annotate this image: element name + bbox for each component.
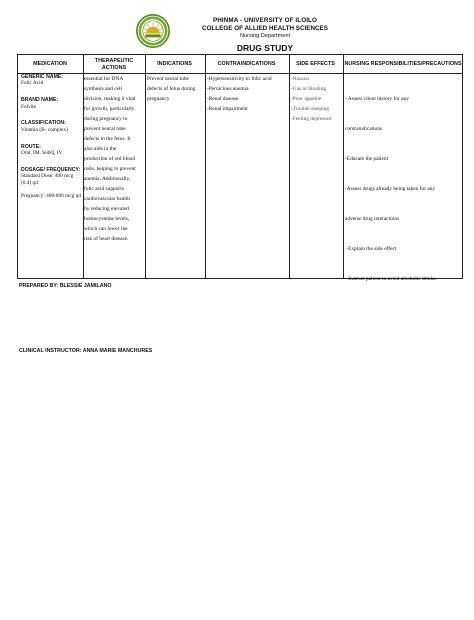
- brand-name-value: Folvite: [21, 103, 37, 110]
- nursing-responsibilities-cell: [345, 74, 461, 294]
- indications-cell: [147, 74, 204, 104]
- column-divider: [289, 55, 290, 278]
- list-item: -Instruct patient to avoid alcoholic drinks.: [345, 276, 437, 282]
- list-item: -Assess drugs already being taken for any: [345, 186, 436, 192]
- list-item: essential for DNA: [84, 76, 124, 82]
- prepared-by: PREPARED BY: BLESSIE JAMILANO: [19, 283, 112, 289]
- list-item: during pregnancy to: [84, 116, 128, 122]
- list-item: defects of fetus during: [147, 86, 196, 92]
- department-name: Nursing Department: [239, 33, 291, 39]
- medication-cell: [21, 74, 81, 200]
- list-item: anemia. Additionally,: [84, 176, 131, 182]
- list-item: homocysteine levels,: [84, 216, 130, 222]
- list-item: division, making it vital: [84, 96, 136, 102]
- contraindications-cell: [207, 74, 288, 114]
- list-item: -Pernicious anemia: [207, 86, 249, 92]
- university-name: PHINMA - UNIVERSITY OF ILOILO: [212, 17, 317, 24]
- pregnancy-dose-value: Pregnancy: 400-800 mcg qd: [21, 192, 81, 199]
- list-item: also aids in the: [84, 146, 117, 152]
- list-item: -Feeling depressed: [291, 116, 332, 122]
- column-divider: [205, 55, 206, 278]
- list-item: -Renal impairment: [207, 106, 248, 112]
- list-item: cardiovascular health: [84, 196, 130, 202]
- list-item: -Nausea: [291, 76, 309, 82]
- document-title: DRUG STUDY: [236, 43, 294, 53]
- list-item: cells, helping to prevent: [84, 166, 136, 172]
- list-item: -Renal disease: [207, 96, 239, 102]
- header-contraindications: CONTRAINDICATIONS: [217, 61, 276, 68]
- brand-name-label: BRAND NAME:: [21, 97, 59, 104]
- list-item: -Trouble sleeping: [291, 106, 329, 112]
- header-side-effects: SIDE EFFECTS: [296, 61, 335, 68]
- header-indications: INDICATIONS: [157, 61, 192, 68]
- list-item: adverse drug interactions: [345, 216, 400, 222]
- list-item: defects in the fetus. It: [84, 136, 131, 142]
- clinical-instructor: CLINICAL INSTRUCTOR: ANNA MARIE MANCHURES: [19, 348, 153, 354]
- therapeutic-actions-cell: [84, 74, 144, 244]
- list-item: prevent neural tube: [84, 126, 126, 132]
- list-item: -Hypersensitivity to folic acid: [207, 76, 272, 82]
- classification-value: Vitamin (B- complex): [21, 126, 68, 133]
- list-item: for growth, particularly: [84, 106, 135, 112]
- generic-name-label: GENERIC NAME:: [21, 74, 64, 80]
- generic-name-value: Folic Acid: [21, 80, 44, 87]
- college-name: COLLEGE OF ALLIED HEALTH SCIENCES: [202, 25, 328, 32]
- list-item: -Poor appetite: [291, 96, 322, 102]
- route-value: Oral, IM. SubQ, IV: [21, 150, 63, 157]
- header-nursing-responsibilities: NURSING RESPONSIBILITIES/PRECAUTIONS: [344, 61, 462, 68]
- list-item: -Gas or bloating: [291, 86, 327, 92]
- column-divider: [343, 55, 344, 278]
- standard-dose-value: Standard Dose: 400 mcg (0.4) qd: [21, 173, 74, 187]
- list-item: folic acid supports: [84, 186, 124, 192]
- list-item: risk of heart disease.: [84, 236, 129, 242]
- side-effects-cell: [291, 74, 343, 124]
- list-item: production of red blood: [84, 156, 136, 162]
- header-therapeutic-actions: THERAPEUTIC ACTIONS: [94, 58, 134, 71]
- route-label: ROUTE:: [21, 143, 41, 150]
- header-medication: MEDICATION: [33, 61, 67, 68]
- list-item: which can lower the: [84, 226, 128, 232]
- list-item: - Assess client history for any: [345, 96, 409, 102]
- list-item: Prevent neural tube: [147, 76, 189, 82]
- list-item: -Educate the patient: [345, 156, 389, 162]
- list-item: by reducing elevated: [84, 206, 129, 212]
- list-item: contraindications: [345, 126, 383, 132]
- list-item: pregnancy: [147, 96, 170, 102]
- list-item: synthesis and cell: [84, 86, 123, 92]
- list-item: -Explain the side effect: [345, 246, 397, 252]
- column-divider: [145, 55, 146, 278]
- dosage-frequency-label: DOSAGE/ FREQUENCY:: [21, 166, 81, 173]
- classification-label: CLASSIFICATION:: [21, 120, 66, 127]
